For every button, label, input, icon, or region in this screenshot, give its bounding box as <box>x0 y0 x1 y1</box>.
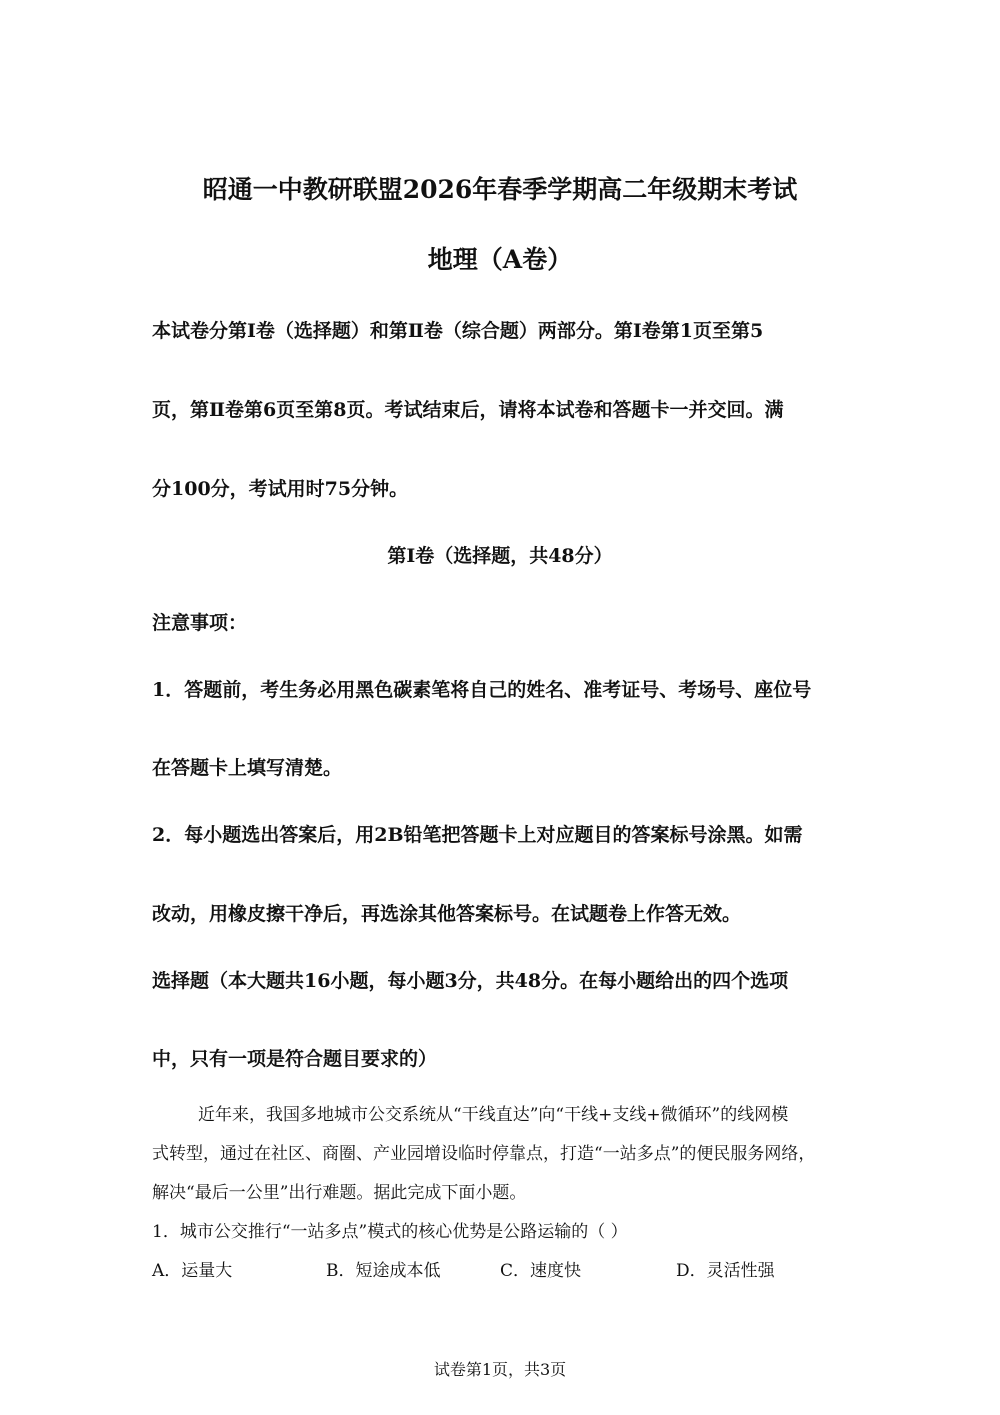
page-footer: 试卷第1页，共3页 <box>433 1360 567 1379</box>
question-1-option-b: B．短途成本低 <box>326 1261 441 1281</box>
notes-title: 注意事项： <box>152 612 248 634</box>
question-1-option-c: C．速度快 <box>500 1261 582 1281</box>
passage-line-2: 式转型，通过在社区、商圈、产业园增设临时停靠点，打造“一站多点”的便民服务网络， <box>152 1144 816 1164</box>
section-heading: 第Ⅰ卷（选择题，共48分） <box>387 545 613 567</box>
passage-line-3: 解决“最后一公里”出行难题。据此完成下面小题。 <box>152 1183 527 1203</box>
note-line-1: 1．答题前，考生务必用黑色碳素笔将自己的姓名、准考证号、考场号、座位号 <box>152 679 812 701</box>
instructions-line-2: 中，只有一项是符合题目要求的） <box>152 1048 438 1070</box>
intro-line-2: 页，第Ⅱ卷第6页至第8页。考试结束后，请将本试卷和答题卡一并交回。满 <box>152 399 784 421</box>
question-1-stem: 1．城市公交推行“一站多点”模式的核心优势是公路运输的（ ） <box>152 1222 628 1242</box>
passage-line-1: 近年来，我国多地城市公交系统从“干线直达”向“干线+支线+微循环”的线网模 <box>198 1105 789 1125</box>
note-line-4: 改动，用橡皮擦干净后，再选涂其他答案标号。在试题卷上作答无效。 <box>152 903 742 925</box>
exam-title: 昭通一中教研联盟2026年春季学期高二年级期末考试 <box>202 175 798 204</box>
instructions-line-1: 选择题（本大题共16小题，每小题3分，共48分。在每小题给出的四个选项 <box>152 970 789 992</box>
question-1-option-d: D．灵活性强 <box>676 1261 775 1281</box>
intro-line-1: 本试卷分第Ⅰ卷（选择题）和第Ⅱ卷（综合题）两部分。第Ⅰ卷第1页至第5 <box>152 320 764 342</box>
question-1-option-a: A．运量大 <box>152 1261 233 1281</box>
note-line-2: 在答题卡上填写清楚。 <box>152 757 343 779</box>
intro-line-3: 分100分，考试用时75分钟。 <box>152 478 409 500</box>
note-line-3: 2．每小题选出答案后，用2B铅笔把答题卡上对应题目的答案标号涂黑。如需 <box>152 824 803 846</box>
exam-subtitle: 地理（A卷） <box>427 245 573 274</box>
